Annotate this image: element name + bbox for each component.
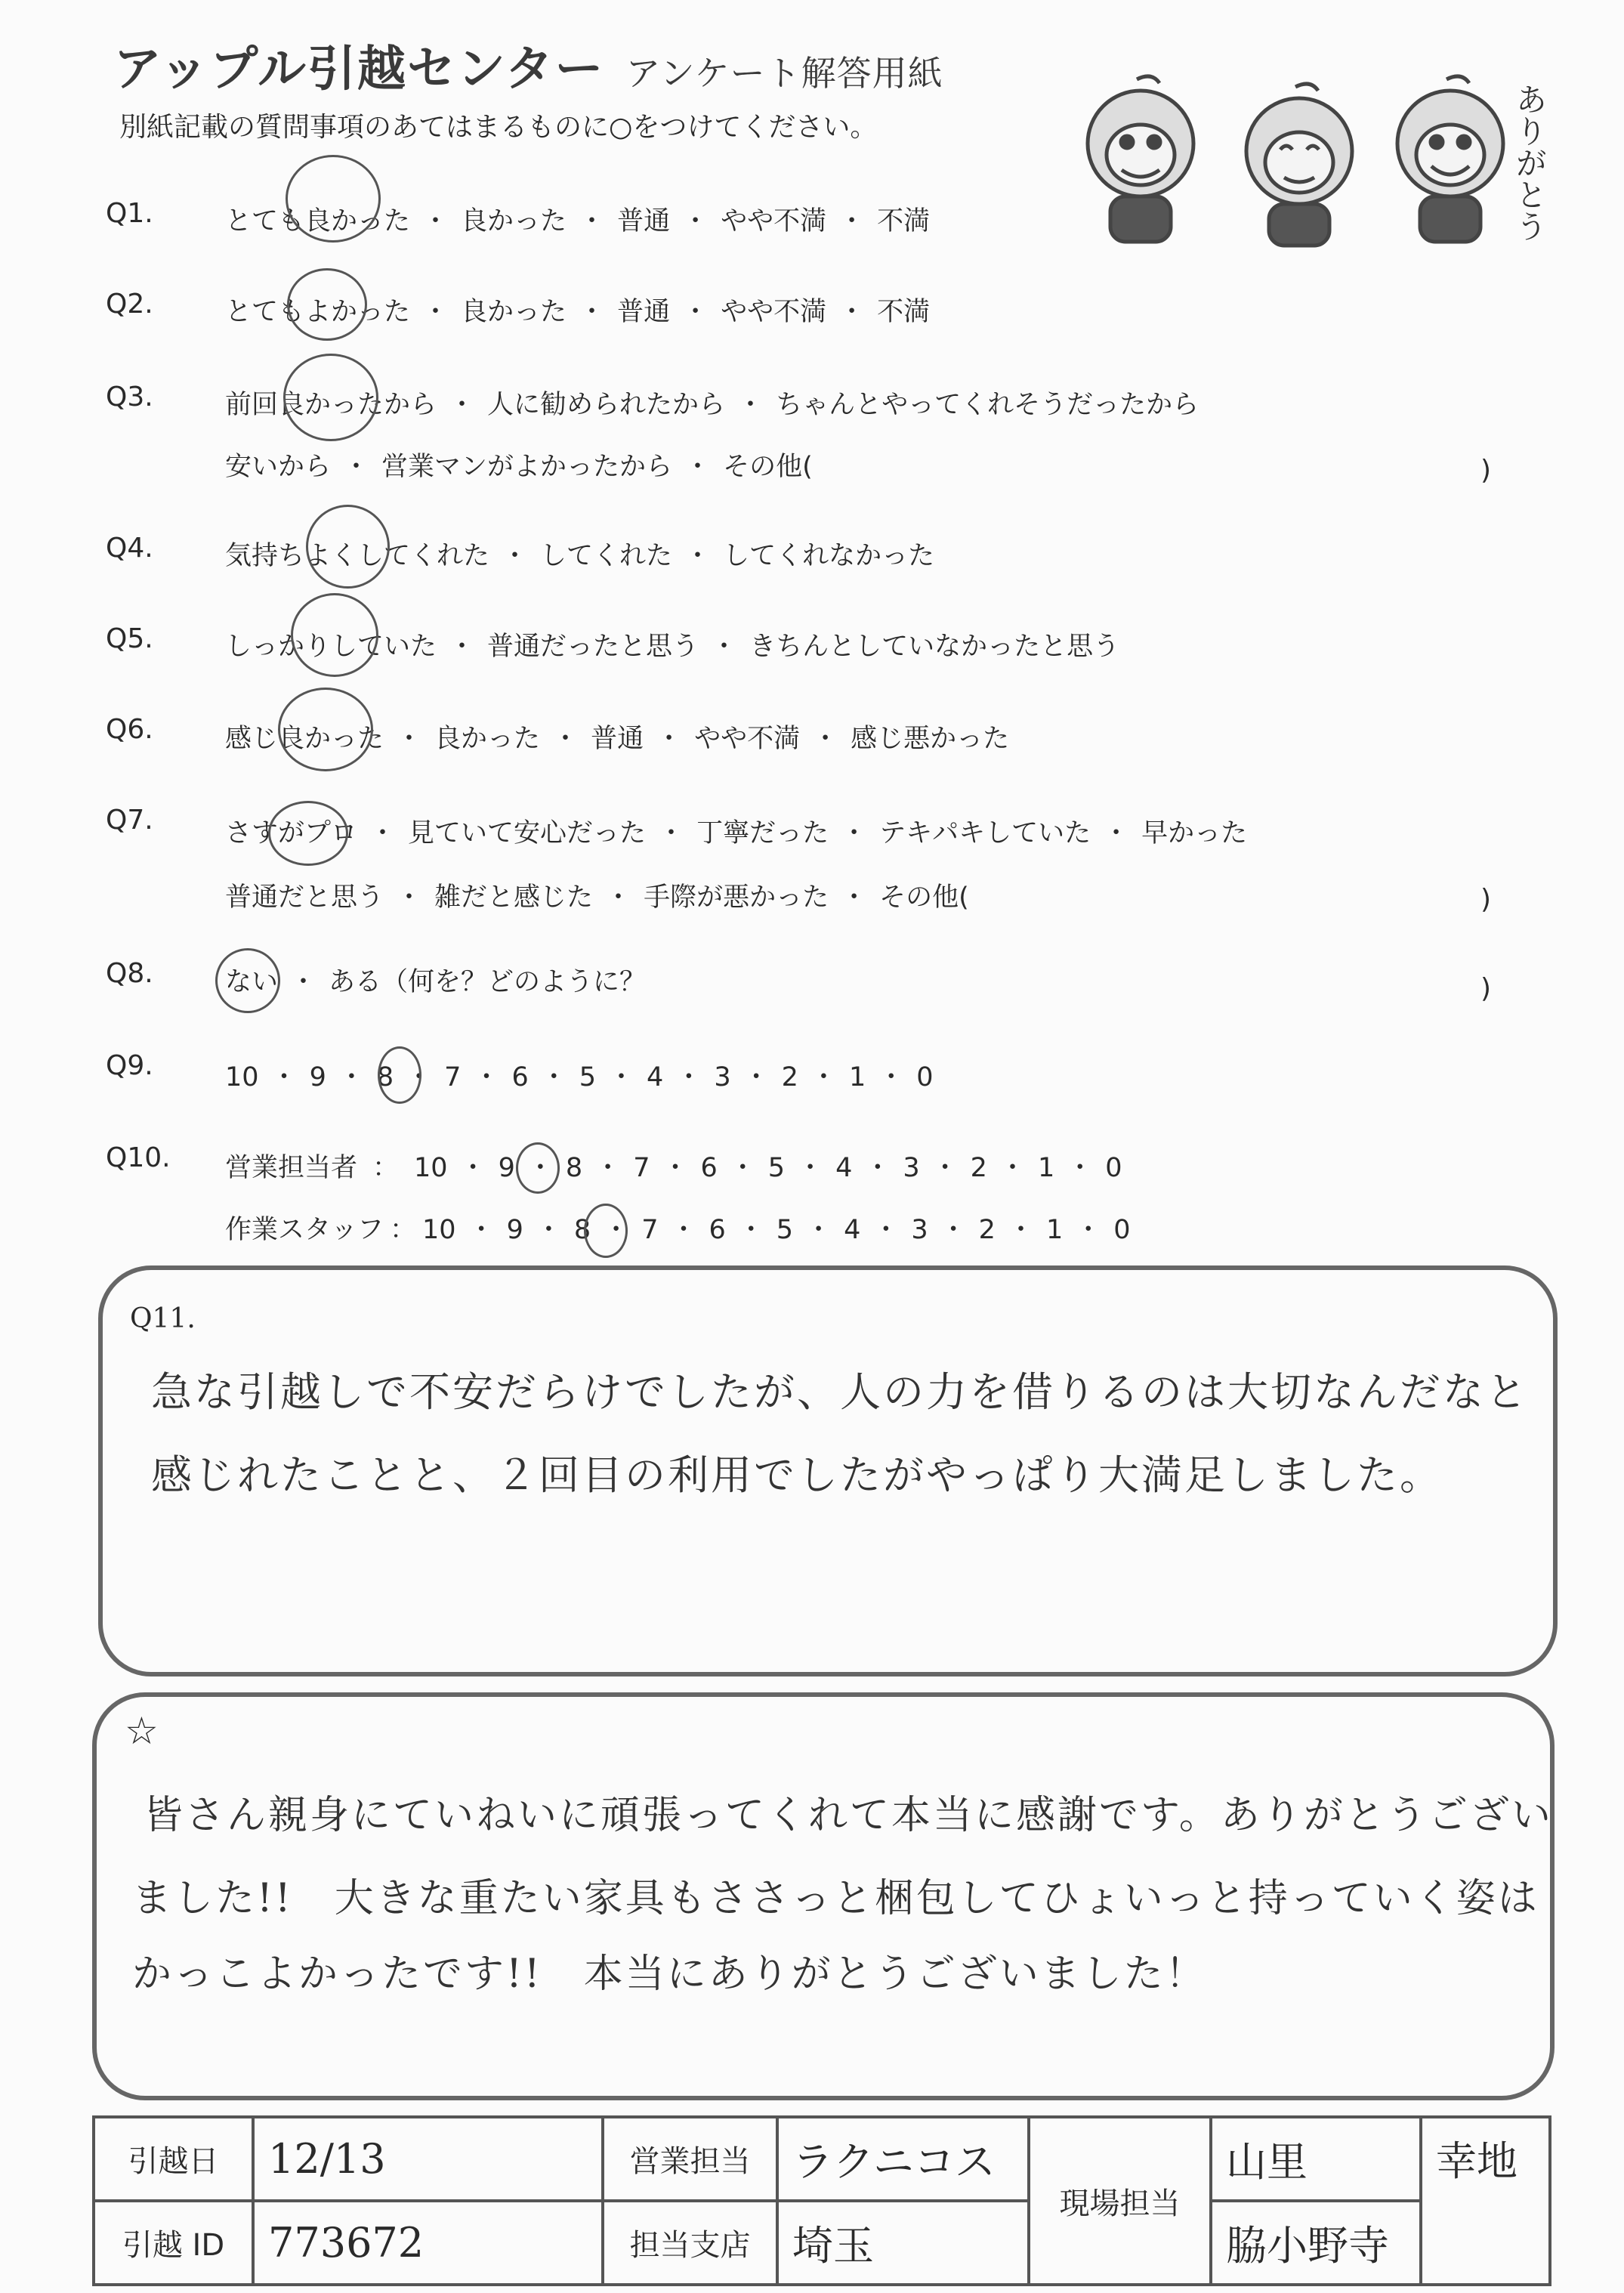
q4-option[interactable]: 気持ちよくしてくれた	[225, 541, 490, 571]
move-date-value: 12/13	[253, 2117, 603, 2201]
move-info-table	[92, 2115, 1551, 2286]
q10-staff-option[interactable]: 6	[709, 1215, 726, 1245]
q3-options: 前回良かったから ・ 人に勧められたから ・ ちゃんとやってくれそうだったから	[225, 390, 1199, 420]
q7-options-row2: 普通だと思う ・ 雑だと感じた ・ 手際が悪かった ・ その他(	[225, 882, 969, 913]
q5-option[interactable]: しっかりしていた	[225, 632, 437, 662]
q8-option[interactable]: ある（何を？どのように？	[329, 967, 647, 997]
q10-staff-option[interactable]: 9	[506, 1215, 523, 1245]
site-staff-label: 現場担当	[1029, 2117, 1211, 2285]
q4-label: Q4.	[106, 533, 153, 564]
q9-option[interactable]: 6	[511, 1062, 529, 1092]
q1-label: Q1.	[106, 198, 153, 229]
q9-option[interactable]: 1	[848, 1062, 866, 1092]
q5-options: しっかりしていた ・ 普通だったと思う ・ きちんとしていなかったと思う	[225, 632, 1120, 662]
q7-close-paren: )	[1480, 884, 1492, 915]
q6-selection-circle	[278, 688, 373, 771]
q7-options: さすがプロ ・ 見ていて安心だった ・ 丁寧だった ・ テキパキしていた ・ 早かった	[225, 818, 1248, 848]
q9-option[interactable]: 4	[647, 1062, 664, 1092]
q7-label: Q7.	[106, 805, 153, 836]
star-icon: ☆	[125, 1709, 159, 1753]
q10-sales-scale: 営業担当者 ： 10 ・ 9 ・ 8 ・ 7 ・ 6 ・ 5 ・ 4 ・ 3 ・ 2 ・ 1 ・ 0	[225, 1153, 1122, 1183]
q10-sales-option[interactable]: 2	[970, 1153, 987, 1183]
q10-colon: ：	[390, 1215, 417, 1245]
mascot-caption: ありがとう	[1511, 83, 1548, 242]
q7-option[interactable]: 丁寧だった	[696, 818, 829, 848]
q10-colon: ：	[372, 1153, 400, 1183]
q4-option[interactable]: してくれなかった	[723, 541, 935, 571]
move-id-value: 773672	[253, 2201, 603, 2285]
q9-label: Q9.	[106, 1050, 153, 1081]
q8-close-paren: )	[1480, 973, 1492, 1004]
q10-sales-option[interactable]: 6	[700, 1153, 718, 1183]
free-comment-line: ました!! 大きな重たい家具もささっと梱包してひょいっと持っていく姿は	[132, 1876, 1539, 1921]
q6-options: 感じ良かった ・ 良かった ・ 普通 ・ やや不満 ・ 感じ悪かった	[225, 724, 1010, 754]
q2-selection-circle	[287, 268, 367, 341]
q1-option[interactable]: とても良かった	[225, 206, 411, 236]
form-title	[113, 30, 943, 100]
q10-sales-option[interactable]: 4	[835, 1153, 853, 1183]
q6-option[interactable]: 感じ悪かった	[851, 724, 1010, 754]
q3-options-row2: 安いから ・ 営業マンがよかったから ・ その他(	[225, 452, 813, 482]
q1-option[interactable]: 良かった	[461, 206, 567, 236]
q10-staff-option[interactable]: 3	[911, 1215, 928, 1245]
q7-selection-circle	[268, 801, 348, 866]
q9-option[interactable]: 3	[714, 1062, 731, 1092]
q9-option[interactable]: 7	[444, 1062, 462, 1092]
q2-option[interactable]: 普通	[617, 297, 671, 327]
q5-selection-circle	[291, 593, 378, 677]
q10-staff-option[interactable]: 4	[844, 1215, 861, 1245]
q10-staff-selection-circle	[584, 1204, 628, 1258]
move-date-label: 引越日	[94, 2117, 253, 2201]
q6-option[interactable]: 良かった	[434, 724, 541, 754]
q6-option[interactable]: やや不満	[694, 724, 801, 754]
q8-label: Q8.	[106, 958, 153, 989]
q9-option[interactable]: 0	[916, 1062, 934, 1092]
q3-close-paren: )	[1480, 455, 1492, 486]
q11-handwritten-line: 急な引越しで不安だらけでしたが、人の力を借りるのは大切なんだなと	[151, 1368, 1529, 1416]
q9-option[interactable]: 9	[309, 1062, 326, 1092]
q10-staff-option[interactable]: 10	[422, 1215, 456, 1245]
q2-option[interactable]: 不満	[877, 297, 931, 327]
q7-option[interactable]: さすがプロ	[225, 818, 358, 848]
q3-option[interactable]: 営業マンがよかったから	[381, 452, 673, 482]
q10-sales-option[interactable]: 1	[1037, 1153, 1055, 1183]
sales-value: ラクニコス	[777, 2117, 1029, 2201]
q1-option[interactable]: 不満	[877, 206, 931, 236]
q10-sales-option[interactable]: 7	[633, 1153, 650, 1183]
q7-option[interactable]: 雑だと感じた	[434, 882, 594, 913]
q10-sales-label: 営業担当者	[225, 1153, 358, 1183]
q8-options: ない ・ ある（何を？どのように？	[225, 967, 647, 997]
q11-handwritten-line: 感じれたことと、２回目の利用でしたがやっぱり大満足しました。	[151, 1451, 1443, 1499]
q10-staff-option[interactable]: 0	[1113, 1215, 1131, 1245]
q11-label: Q11.	[130, 1303, 196, 1334]
instruction-text: 別紙記載の質問事項のあてはまるものに○をつけてください。	[119, 112, 878, 143]
q3-option[interactable]: 前回良かったから	[225, 390, 437, 420]
q2-option[interactable]: やや不満	[721, 297, 827, 327]
q4-option[interactable]: してくれた	[540, 541, 673, 571]
site-staff-2: 脇小野寺	[1211, 2201, 1421, 2285]
q7-option[interactable]: 見ていて安心だった	[408, 818, 647, 848]
q10-staff-scale: 作業スタッフ ： 10 ・ 9 ・ 8 ・ 7 ・ 6 ・ 5 ・ 4 ・ 3 ・ 2 ・ 1 ・ 0	[225, 1215, 1131, 1245]
q3-option[interactable]: 安いから	[225, 452, 332, 482]
q3-selection-circle	[283, 354, 378, 441]
free-comment-line: かっこよかったです!! 本当にありがとうございました！	[132, 1952, 1207, 1997]
q2-options: とてもよかった ・ 良かった ・ 普通 ・ やや不満 ・ 不満	[225, 297, 931, 327]
q8-option[interactable]: ない	[225, 967, 279, 997]
q2-option[interactable]: とてもよかった	[225, 297, 411, 327]
q7-option[interactable]: 普通だと思う	[225, 882, 384, 913]
q7-option[interactable]: その他(	[879, 882, 969, 913]
q10-sales-selection-circle	[516, 1142, 560, 1194]
q6-option[interactable]: 感じ良かった	[225, 724, 384, 754]
q1-selection-circle	[286, 155, 381, 243]
q10-sales-option[interactable]: 8	[565, 1153, 583, 1183]
q7-option[interactable]: 早かった	[1141, 818, 1248, 848]
site-staff-3	[1421, 2117, 1550, 2285]
q9-scale: 10 ・ 9 ・ 8 ・ 7 ・ 6 ・ 5 ・ 4 ・ 3 ・ 2 ・ 1 ・ 0	[225, 1062, 934, 1092]
q8-selection-circle	[215, 948, 280, 1013]
q5-option[interactable]: 普通だったと思う	[487, 632, 699, 662]
q10-staff-option[interactable]: 1	[1045, 1215, 1064, 1245]
q5-option[interactable]: きちんとしていなかったと思う	[749, 632, 1120, 662]
q9-selection-circle	[378, 1046, 421, 1104]
q1-option[interactable]: 普通	[617, 206, 671, 236]
q3-option[interactable]: 人に勧められたから	[487, 390, 726, 420]
q10-staff-label: 作業スタッフ	[225, 1215, 384, 1245]
q1-options: とても良かった ・ 良かった ・ 普通 ・ やや不満 ・ 不満	[225, 206, 931, 236]
company-name: アップル引越センター	[113, 42, 605, 97]
q4-selection-circle	[306, 505, 390, 589]
q3-option[interactable]: ちゃんとやってくれそうだったから	[776, 390, 1199, 420]
q5-label: Q5.	[106, 623, 153, 654]
q10-sales-option[interactable]: 0	[1105, 1153, 1122, 1183]
move-id-label: 引越 ID	[94, 2201, 253, 2285]
q10-sales-option[interactable]: 9	[498, 1153, 515, 1183]
q10-staff-option[interactable]: 7	[641, 1215, 659, 1245]
q10-label: Q10.	[106, 1142, 171, 1173]
q4-options: 気持ちよくしてくれた ・ してくれた ・ してくれなかった	[225, 541, 935, 571]
q7-option[interactable]: 手際が悪かった	[644, 882, 829, 913]
q9-option[interactable]: 10	[225, 1062, 259, 1092]
monkey-mascots-illustration	[1035, 53, 1564, 257]
q10-staff-option[interactable]: 5	[776, 1215, 794, 1245]
site-staff-1: 山里	[1211, 2117, 1421, 2201]
q9-option[interactable]: 5	[579, 1062, 597, 1092]
free-comment-line: 皆さん親身にていねいに頑張ってくれて本当に感謝です。ありがとうござい	[144, 1793, 1553, 1838]
q6-label: Q6.	[106, 714, 153, 745]
site-staff-3-name: 幸地	[1436, 2137, 1517, 2185]
q2-label: Q2.	[106, 289, 153, 320]
q1-option[interactable]: やや不満	[721, 206, 827, 236]
q3-label: Q3.	[106, 382, 153, 413]
q6-option[interactable]: 普通	[591, 724, 644, 754]
q10-sales-option[interactable]: 3	[903, 1153, 920, 1183]
q9-option[interactable]: 8	[376, 1062, 394, 1092]
q7-option[interactable]: テキパキしていた	[879, 818, 1091, 848]
form-subtitle: アンケート解答用紙	[625, 53, 943, 94]
branch-value: 埼玉	[777, 2201, 1029, 2285]
q9-option[interactable]: 2	[781, 1062, 798, 1092]
q10-staff-option[interactable]: 2	[978, 1215, 996, 1245]
sales-label: 営業担当	[603, 2117, 777, 2201]
q3-option[interactable]: その他(	[723, 452, 813, 482]
q10-sales-option[interactable]: 5	[767, 1153, 786, 1183]
branch-label: 担当支店	[603, 2201, 777, 2285]
q2-option[interactable]: 良かった	[461, 297, 567, 327]
q10-staff-option[interactable]: 8	[573, 1215, 591, 1245]
q10-sales-option[interactable]: 10	[414, 1153, 448, 1183]
